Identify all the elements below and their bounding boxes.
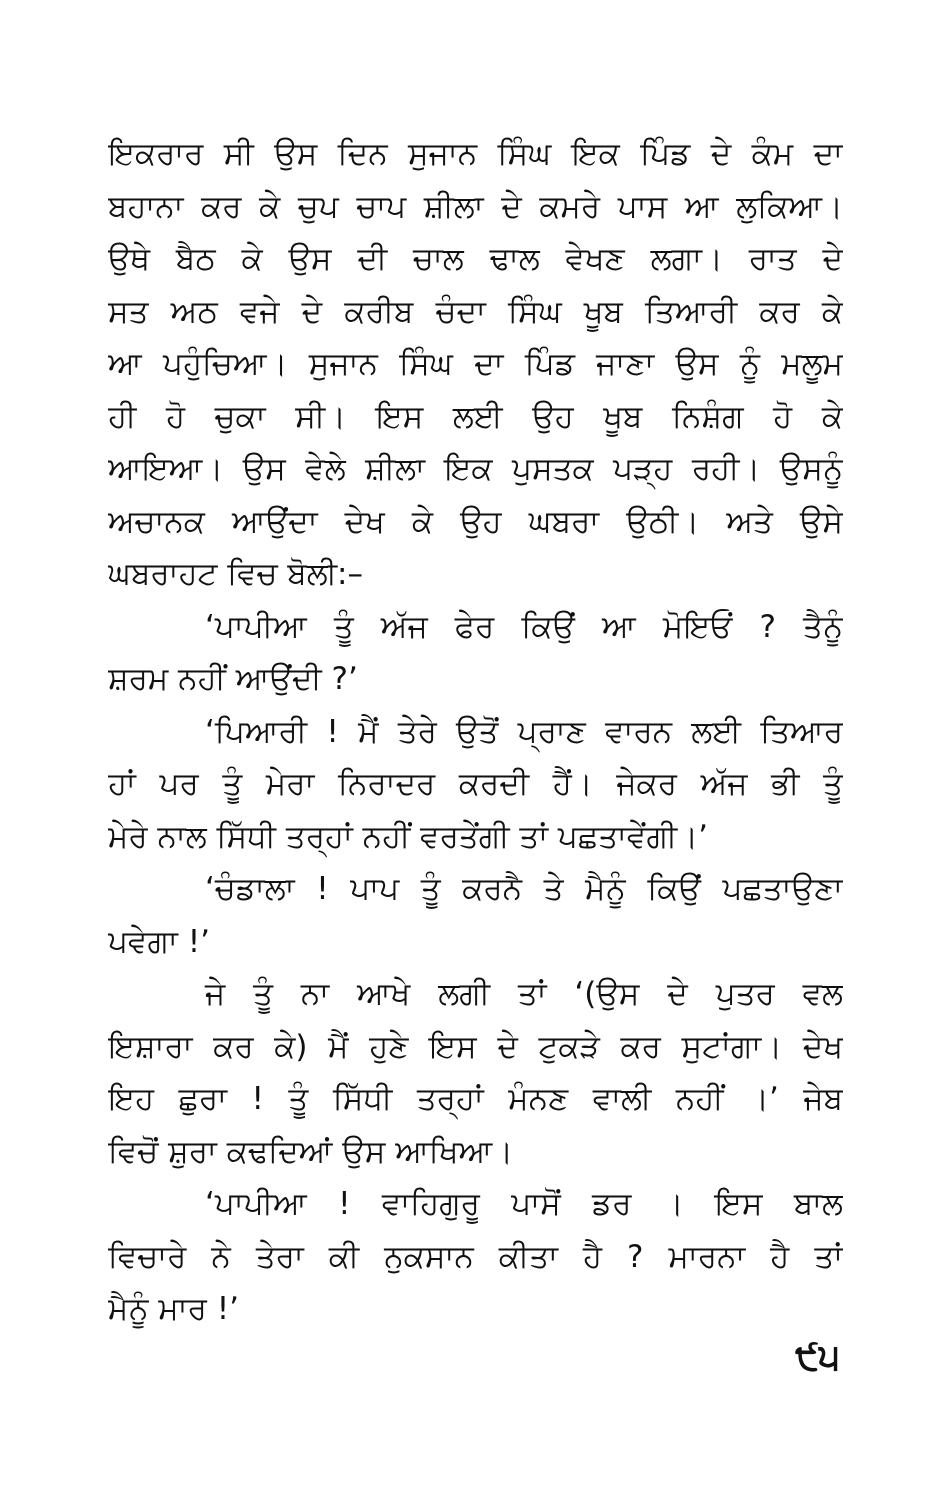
text-line: ‘ਚੰਡਾਲਾ ! ਪਾਪ ਤੂੰ ਕਰਨੈ ਤੇ ਮੈਨੂੰ ਕਿਉਂ ਪਛਤਾਉਣਾ xyxy=(205,871,843,907)
text-line: ‘ਪਾਪੀਆ ! ਵਾਹਿਗੁਰੂ ਪਾਸੋਂ ਡਰ । ਇਸ ਬਾਲ xyxy=(205,1186,843,1222)
text-line: ਮੈਨੂੰ ਮਾਰ !’ xyxy=(108,1291,240,1327)
text-line: ਇਕਰਾਰ ਸੀ ਉਸ ਦਿਨ ਸੁਜਾਨ ਸਿੰਘ ਇਕ ਪਿੰਡ ਦੇ ਕੰਮ ਦਾ xyxy=(108,136,843,172)
text-line: ਜੇ ਤੂੰ ਨਾ ਆਖੇ ਲਗੀ ਤਾਂ ‘(ਉਸ ਦੇ ਪੁਤਰ ਵਲ xyxy=(205,976,843,1012)
page-number: ੯੫ xyxy=(795,1337,840,1378)
text-line: ‘ਪਿਆਰੀ ! ਮੈਂ ਤੇਰੇ ਉਤੋਂ ਪ੍ਰਾਣ ਵਾਰਨ ਲਈ ਤਿਆਰ xyxy=(205,713,843,750)
text-line: ਅਚਾਨਕ ਆਉਂਦਾ ਦੇਖ ਕੇ ਉਹ ਘਬਰਾ ਉਠੀ। ਅਤੇ ਉਸੇ xyxy=(108,503,843,540)
text-line: ਵਿਚਾਰੇ ਨੇ ਤੇਰਾ ਕੀ ਨੁਕਸਾਨ ਕੀਤਾ ਹੈ ? ਮਾਰਨਾ ਹੈ ਤਾਂ xyxy=(108,1238,843,1275)
text-line: ਆਇਆ। ਉਸ ਵੇਲੇ ਸ਼ੀਲਾ ਇਕ ਪੁਸਤਕ ਪੜ੍ਹ ਰਹੀ। ਉਸਨੂੰ xyxy=(108,451,843,487)
text-line: ਬਹਾਨਾ ਕਰ ਕੇ ਚੁਪ ਚਾਪ ਸ਼ੀਲਾ ਦੇ ਕਮਰੇ ਪਾਸ ਆ ਲੁਕਿਆ। xyxy=(108,188,843,225)
body-text xyxy=(108,128,843,1336)
text-line: ਆ ਪਹੁੰਚਿਆ। ਸੁਜਾਨ ਸਿੰਘ ਦਾ ਪਿੰਡ ਜਾਣਾ ਉਸ ਨੂੰ ਮਲੂਮ xyxy=(108,346,843,382)
text-line: ਘਬਰਾਹਟ ਵਿਚ ਬੋਲੀ:– xyxy=(108,556,363,592)
text-line: ਹੀ ਹੋ ਚੁਕਾ ਸੀ। ਇਸ ਲਈ ਉਹ ਖੂਬ ਨਿਸ਼ੰਗ ਹੋ ਕੇ xyxy=(108,398,843,435)
text-line: ਵਿਚੋਂ ਸ਼ੁਰਾ ਕਢਦਿਆਂ ਉਸ ਆਖਿਆ। xyxy=(108,1133,514,1170)
text-line: ਮੇਰੇ ਨਾਲ ਸਿੱਧੀ ਤਰ੍ਹਾਂ ਨਹੀਂ ਵਰਤੇਂਗੀ ਤਾਂ ਪਛਤਾਵੇਂਗੀ।’ xyxy=(108,818,708,855)
text-line: ਸਤ ਅਠ ਵਜੇ ਦੇ ਕਰੀਬ ਚੰਦਾ ਸਿੰਘ ਖੂਬ ਤਿਆਰੀ ਕਰ ਕੇ xyxy=(108,293,843,330)
text-line: ਪਵੇਗਾ !’ xyxy=(108,923,210,960)
text-line: ‘ਪਾਪੀਆ ਤੂੰ ਅੱਜ ਫੇਰ ਕਿਉਂ ਆ ਮੋਇਓਂ ? ਤੈਨੂੰ xyxy=(205,608,843,645)
text-line: ਇਹ ਛੁਰਾ ! ਤੂੰ ਸਿੱਧੀ ਤਰ੍ਹਾਂ ਮੰਨਣ ਵਾਲੀ ਨਹੀਂ ।’ ਜੇਬ xyxy=(108,1081,843,1117)
text-line: ਇਸ਼ਾਰਾ ਕਰ ਕੇ) ਮੈਂ ਹੁਣੇ ਇਸ ਦੇ ਟੁਕੜੇ ਕਰ ਸੁਟਾਂਗਾ। ਦੇਖ xyxy=(108,1028,843,1065)
text-line: ਸ਼ਰਮ ਨਹੀਂ ਆਉਂਦੀ ?’ xyxy=(108,661,358,697)
text-line: ਉਥੇ ਬੈਠ ਕੇ ਉਸ ਦੀ ਚਾਲ ਢਾਲ ਵੇਖਣ ਲਗਾ। ਰਾਤ ਦੇ xyxy=(108,241,843,277)
text-line: ਹਾਂ ਪਰ ਤੂੰ ਮੇਰਾ ਨਿਰਾਦਰ ਕਰਦੀ ਹੈਂ। ਜੇਕਰ ਅੱਜ ਭੀ ਤੂੰ xyxy=(108,766,843,802)
